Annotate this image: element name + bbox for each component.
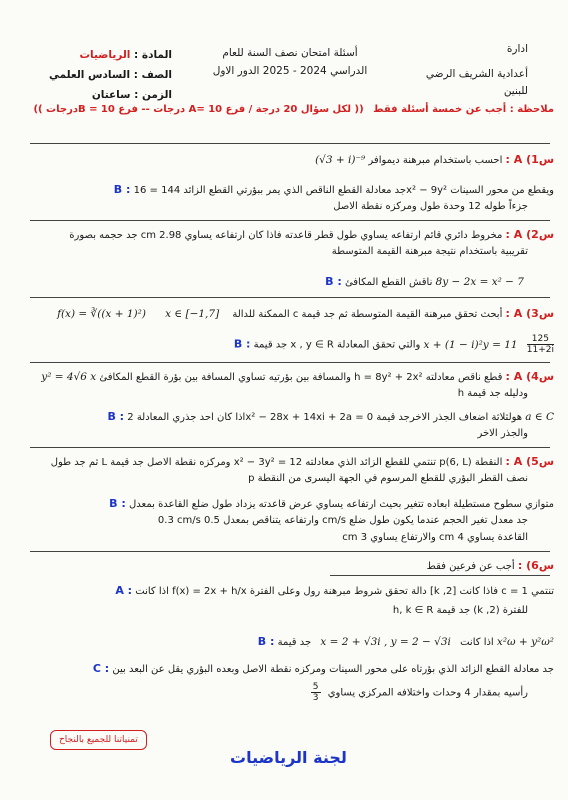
q3-b-text: جد قيمة x , y ∈ R والتي تحقق المعادلة [253,339,421,351]
q5-b-label: B : [109,497,126,510]
q4-b-line2: والجذر الاخر [477,428,528,439]
q1-b-label: B : [113,183,131,196]
q2-a-line2: تقريبية باستخدام نتيجة مبرهنة القيمة المتوسطة [331,246,528,257]
q3-b-math: x + (1 − i)²y = 11 [423,338,518,351]
marks-text: (( لكل سؤال 20 درجة / فرع A= 10 درجات -- فرع B = 10درجات )) [33,104,364,115]
q6-b-text: اذا كانت [460,637,494,648]
q2-b-math: 8y − 2x = x² − 7 [435,276,524,288]
q6-label: س6) : [517,559,554,572]
q1-divider [30,220,550,221]
q6-b [258,635,554,650]
q3-label: س3) A : [505,307,554,320]
q6-a-label: A : [115,584,133,597]
q2-b [325,275,554,290]
q4-a-math: y² = 4√6 x [41,371,97,383]
q6-c-label: C : [92,662,110,675]
grade-label: الصف : [133,69,172,81]
grade-value: السادس العلمي [48,69,131,81]
q3-b [234,334,554,355]
q5-divider [30,551,550,552]
school-admin [408,42,528,99]
q1-a [315,153,554,168]
q6-b-text-2: جد قيمة [277,637,312,648]
q3-a [57,307,554,322]
q6-a-text-1: اذا كانت f(x) = 2x + h/x دالة تحقق شروط مبرهنة رول وعلى الفترة [k ,2] فاذا كانت c = 1 تنتمي [135,586,554,597]
q5-b-line2: 0.3 cm/s وارتفاعه يتناقص بمعدل 0.5 cm/s جد معدل تغير الحجم عندما يكون طول ضلع [157,515,528,526]
q6-c-frac-den: 3 [312,693,319,703]
q5-a-text-1: النقطة p(6, L) تنتمي للقطع الزائد الذي معادلته 12 = x² − 3y² ومركزه نقطة الاصل جد قيمة L ثم جد طول [50,457,503,468]
subject-label: المادة : [134,49,172,61]
q5-b-line3: القاعدة يساوي 4 cm والارتفاع يساوي 3 cm [342,532,528,543]
q5-a-line2: نصف القطر البؤري للقطع المرسوم في الجهة اليسرى من النقطة p [248,473,528,484]
q5-b-text-1: متوازي سطوح مستطيلة ابعاده تتغير بحيث ارتفاعه يساوي عرض قاعدته يزداد طول ضلع القاعدة بمعدل [128,499,554,510]
q3-b-frac-num: 125 [527,334,554,345]
header-divider [30,143,550,144]
note-text: ملاحظة : أجب عن خمسة أسئلة فقط [373,104,554,115]
q6-b-label: B : [257,635,275,648]
exam-year: الدراسي 2024 - 2025 الدور الاول [212,65,368,77]
q3-a-text: أبحث تحقق مبرهنة القيمة المتوسطة ثم جد قيمة c الممكنة للدالة [232,309,503,320]
q6-b-math-2: x²ω + y²ω² [496,636,554,648]
exam-title-block [190,46,390,79]
q1-b-text-1: جد معادلة القطع الناقص الذي يمر ببؤرتي القطع الزائد 144 = 16x² − 9y² ويقطع من محور السينات [133,185,554,196]
subject-value: الرياضيات [79,49,131,61]
q6-intro-divider [330,575,550,576]
q3-a-math: f(x) = ∛((x + 1)²) [57,308,146,320]
q6-a-line2: للفترة (k ,2) جد قيمة h, k ∈ R [392,605,528,616]
good-luck-stamp: تمنياتنا للجميع بالنجاح [50,730,147,750]
q2-b-label: B : [325,275,342,288]
q4-a-text-1: قطع ناقص معادلته h = 8y² + 2x² والمسافة بين بؤرتيه تساوي المسافة بين بؤرة القطع المكافئ [99,372,503,383]
q5-a [51,455,554,470]
q1-b [114,183,554,198]
q5-label: س5) A : [505,455,554,468]
q6-a [115,584,554,599]
exam-note [33,103,554,117]
q3-a-domain: x ∈ [−1,7] [165,308,220,320]
q6-c-fraction [311,682,321,703]
q3-b-fraction [527,334,554,355]
time-value: ساعتان [91,89,131,101]
q6-c [93,662,554,677]
q2-divider [30,297,550,298]
exam-title: أسئلة امتحان نصف السنة للعام [222,47,358,59]
q1-label: س1) A : [505,153,554,166]
admin-line-3: للبنين [503,85,528,97]
q2-a [69,228,554,243]
q6-header [427,559,554,574]
q2-a-text-1: مخروط دائري قائم ارتفاعه يساوي طول قطر قاعدته فاذا كان ارتفاعه يساوي 2.98 cm جد حجمه بصورة [69,230,503,241]
admin-line-2: أعدادية الشريف الرضي [425,68,528,80]
q4-label: س4) A : [505,370,554,383]
q5-b [109,497,554,512]
admin-line-1: ادارة [506,43,528,55]
q1-a-text: احسب باستخدام مبرهنة ديموافر [368,155,503,166]
q4-b-label: B : [107,410,125,423]
time-label: الزمن : [134,89,172,101]
committee-signature: لجنة الرياضيات [230,748,347,767]
q4-b [107,410,554,425]
q2-b-text: ناقش القطع المكافئ [344,277,433,288]
q4-b-math: a ∈ C [525,411,554,423]
q4-a [41,370,554,385]
q3-divider [30,362,550,363]
q4-a-line2: ودليله جد قيمة h [457,388,528,399]
q3-b-label: B : [233,337,251,351]
q1-a-math: (√3 + i)⁻⁹ [315,154,366,166]
q6-c-text-1: جد معادلة القطع الزائد الذي بؤرتاه على محور السينات ومركزه نقطة الاصل وبعده البؤري يقل عن البعد بين [112,664,554,675]
q2-label: س2) A : [505,228,554,241]
q1-b-line2: جزءاً طوله 12 وحدة طول ومركزه نقطة الاصل [333,201,528,212]
exam-meta [22,48,172,103]
q6-intro: أجب عن فرعين فقط [426,561,515,572]
q4-b-text-1: اذا كان احد جذري المعادلة 2x² − 28x + 14xi + 2a = 0 هولثلاثة اضعاف الجذر الاخرجد قيمة [127,412,523,423]
q6-c-text-2: رأسيه بمقدار 4 وحدات واختلافه المركزي يساوي [327,687,528,699]
q3-b-frac-den: 11+2i [526,345,554,355]
q6-c-frac-num: 5 [312,682,319,692]
q4-divider [30,447,550,448]
q6-c-line2 [311,682,528,703]
q6-b-math-1: x = 2 + √3i , y = 2 − √3i [320,636,451,648]
